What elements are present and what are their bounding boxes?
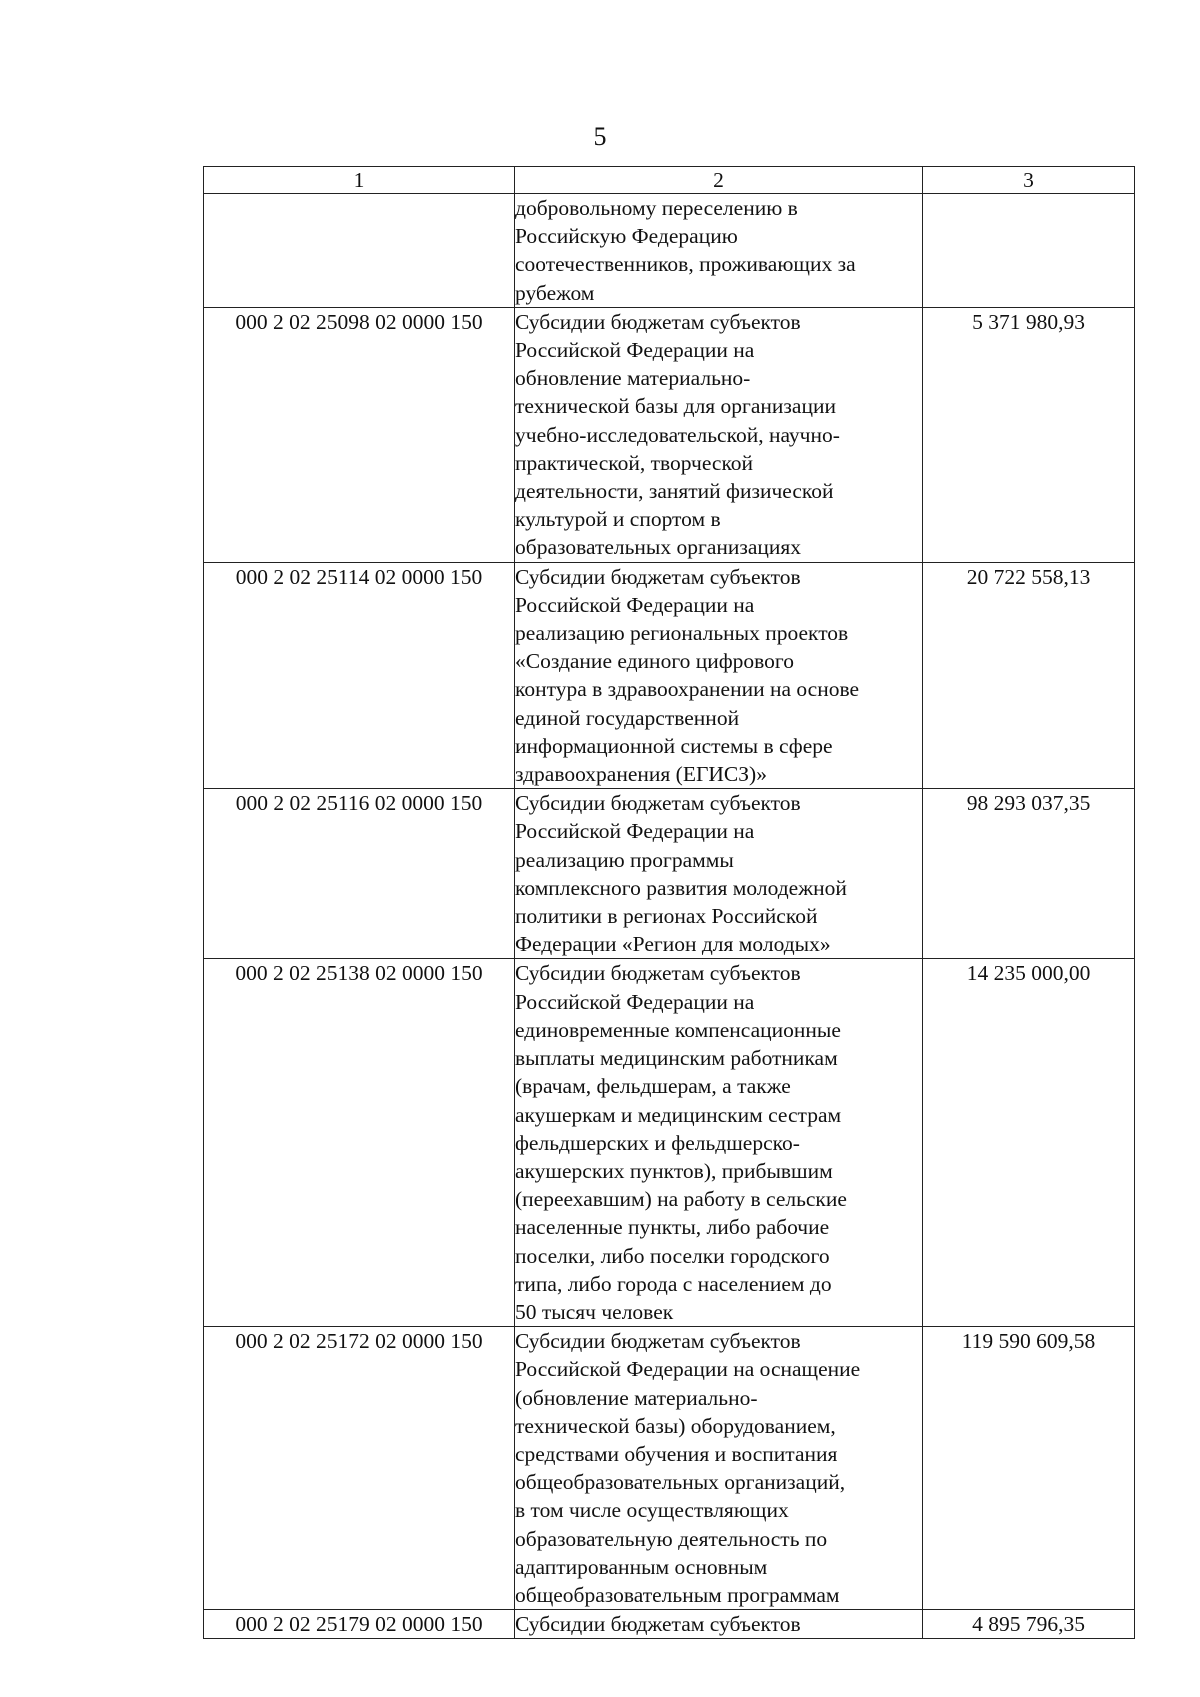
description-line: фельдшерских и фельдшерско-: [515, 1130, 800, 1155]
description-line: технической базы) оборудованием,: [515, 1413, 836, 1438]
description-line: средствами обучения и воспитания: [515, 1441, 838, 1466]
description-line: типа, либо города с населением до: [515, 1271, 832, 1296]
description-line: здравоохранения (ЕГИСЗ)»: [515, 762, 767, 787]
description-line: Российской Федерации на: [515, 592, 755, 617]
description-cell: [515, 194, 923, 308]
amount-cell: 14 235 000,00: [923, 959, 1135, 1327]
table-row: [204, 959, 1135, 1327]
description-line: Российской Федерации на: [515, 989, 755, 1014]
table-row: [204, 194, 1135, 308]
budget-table: [203, 166, 1135, 1639]
table-row: [204, 1327, 1135, 1610]
description-line: политики в регионах Российской: [515, 904, 818, 929]
description-line: «Создание единого цифрового: [515, 649, 794, 674]
description-line: Субсидии бюджетам субъектов: [515, 1612, 801, 1637]
amount-cell: 4 895 796,35: [923, 1610, 1135, 1639]
description-line: культурой и спортом в: [515, 507, 721, 532]
header-col-1: 1: [204, 167, 515, 194]
header-row: [204, 167, 1135, 194]
description-line: учебно-исследовательской, научно-: [515, 422, 840, 447]
description-line: Российской Федерации на: [515, 819, 755, 844]
header-col-2: 2: [515, 167, 923, 194]
amount-cell: 119 590 609,58: [923, 1327, 1135, 1610]
description-line: в том числе осуществляющих: [515, 1498, 789, 1523]
table-header: [204, 167, 1135, 194]
description-line: 50 тысяч человек: [515, 1299, 674, 1324]
description-line: общеобразовательным программам: [515, 1582, 840, 1607]
description-line: акушерских пунктов), прибывшим: [515, 1158, 833, 1183]
budget-code-cell: 000 2 02 25179 02 0000 150: [204, 1610, 515, 1639]
description-line: Российской Федерации на: [515, 338, 755, 363]
description-line: поселки, либо поселки городского: [515, 1243, 830, 1268]
description-cell: [515, 307, 923, 562]
description-line: Российской Федерации на оснащение: [515, 1357, 861, 1382]
description-cell: [515, 1610, 923, 1639]
description-cell: [515, 1327, 923, 1610]
description-line: технической базы для организации: [515, 394, 836, 419]
description-line: Российскую Федерацию: [515, 224, 738, 249]
budget-code-cell: [204, 194, 515, 308]
description-line: Федерации «Регион для молодых»: [515, 932, 831, 957]
description-cell: [515, 789, 923, 959]
description-line: обновление материально-: [515, 366, 751, 391]
table-row: [204, 562, 1135, 789]
description-line: (врачам, фельдшерам, а также: [515, 1074, 791, 1099]
description-line: рубежом: [515, 280, 595, 305]
table-row: [204, 789, 1135, 959]
description-line: Субсидии бюджетам субъектов: [515, 791, 801, 816]
table-row: [204, 307, 1135, 562]
description-line: адаптированным основным: [515, 1554, 768, 1579]
description-line: реализацию региональных проектов: [515, 621, 849, 646]
description-line: Субсидии бюджетам субъектов: [515, 309, 801, 334]
table-body: [204, 194, 1135, 1639]
description-line: комплексного развития молодежной: [515, 875, 847, 900]
description-cell: [515, 959, 923, 1327]
description-line: информационной системы в сфере: [515, 733, 833, 758]
description-line: выплаты медицинским работникам: [515, 1046, 838, 1071]
description-line: образовательных организациях: [515, 535, 802, 560]
budget-code-cell: 000 2 02 25172 02 0000 150: [204, 1327, 515, 1610]
page-number: 5: [593, 122, 607, 151]
description-line: (переехавшим) на работу в сельские: [515, 1187, 847, 1212]
description-line: практической, творческой: [515, 450, 754, 475]
amount-cell: 5 371 980,93: [923, 307, 1135, 562]
description-line: населенные пункты, либо рабочие: [515, 1215, 830, 1240]
amount-cell: 98 293 037,35: [923, 789, 1135, 959]
description-line: Субсидии бюджетам субъектов: [515, 564, 801, 589]
description-line: общеобразовательных организаций,: [515, 1470, 846, 1495]
header-col-3: 3: [923, 167, 1135, 194]
amount-cell: [923, 194, 1135, 308]
description-line: реализацию программы: [515, 847, 734, 872]
description-line: Субсидии бюджетам субъектов: [515, 961, 801, 986]
description-line: единой государственной: [515, 705, 740, 730]
description-line: образовательную деятельность по: [515, 1526, 828, 1551]
amount-cell: 20 722 558,13: [923, 562, 1135, 789]
description-line: единовременные компенсационные: [515, 1017, 841, 1042]
description-line: соотечественников, проживающих за: [515, 252, 856, 277]
budget-code-cell: 000 2 02 25098 02 0000 150: [204, 307, 515, 562]
description-line: добровольному переселению в: [515, 196, 798, 220]
description-line: акушеркам и медицинским сестрам: [515, 1102, 842, 1127]
description-line: деятельности, занятий физической: [515, 479, 834, 504]
description-cell: [515, 562, 923, 789]
description-line: (обновление материально-: [515, 1385, 758, 1410]
budget-code-cell: 000 2 02 25138 02 0000 150: [204, 959, 515, 1327]
budget-code-cell: 000 2 02 25114 02 0000 150: [204, 562, 515, 789]
budget-code-cell: 000 2 02 25116 02 0000 150: [204, 789, 515, 959]
description-line: контура в здравоохранении на основе: [515, 677, 860, 702]
description-line: Субсидии бюджетам субъектов: [515, 1329, 801, 1354]
table-row: [204, 1610, 1135, 1639]
